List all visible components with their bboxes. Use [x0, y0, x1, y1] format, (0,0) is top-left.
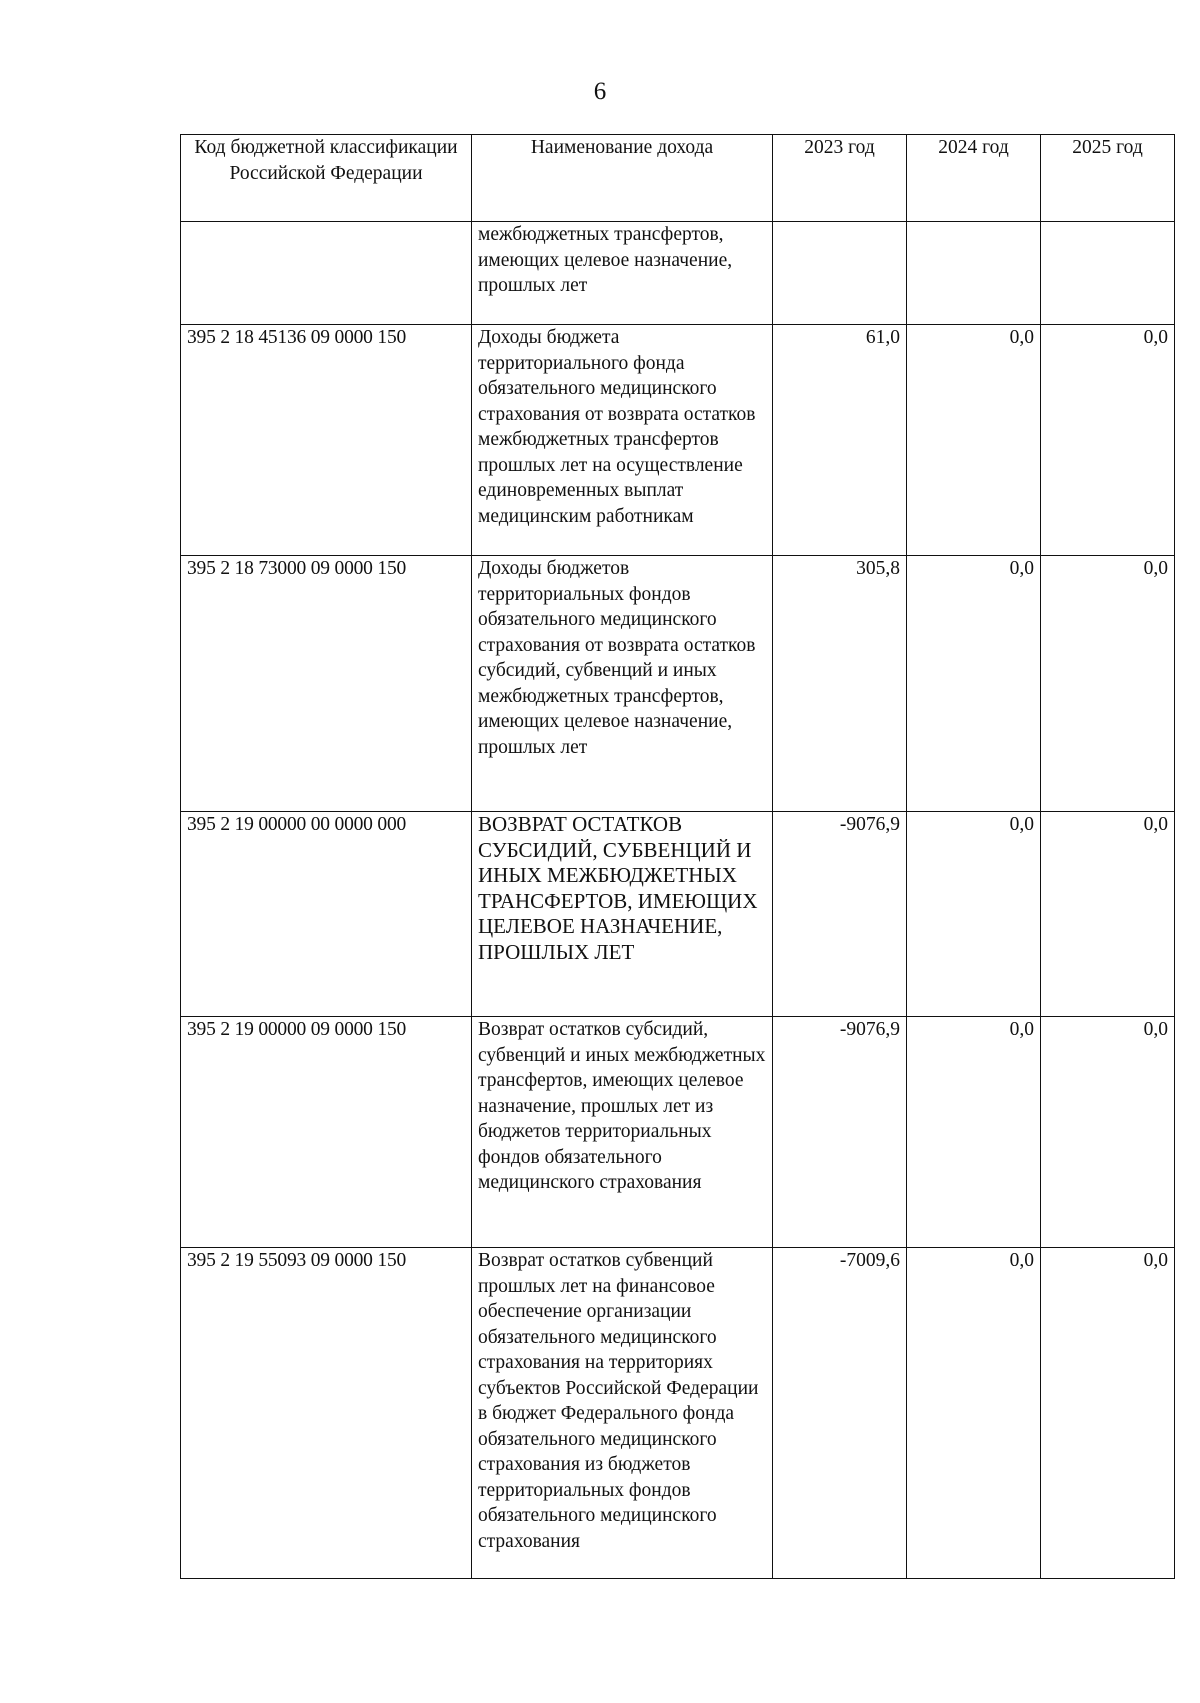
row-2023 — [773, 222, 907, 325]
table-header-row — [181, 135, 1175, 222]
row-name: Доходы бюджета территориального фонда обязательного медицинского страхования от возврата остатков межбюджетных трансфертов прошлых лет на осуществление единовременных выплат медицинским работникам — [472, 325, 773, 556]
header-2024: 2024 год — [907, 135, 1041, 222]
row-name: ВОЗВРАТ ОСТАТКОВ СУБСИДИЙ, СУБВЕНЦИЙ И ИНЫХ МЕЖБЮДЖЕТНЫХ ТРАНСФЕРТОВ, ИМЕЮЩИХ ЦЕЛЕВОЕ НАЗНАЧЕНИЕ, ПРОШЛЫХ ЛЕТ — [472, 812, 773, 1017]
table-row — [181, 556, 1175, 812]
row-code: 395 2 19 00000 00 0000 000 — [181, 812, 472, 1017]
row-code: 395 2 19 00000 09 0000 150 — [181, 1017, 472, 1248]
table-row — [181, 1248, 1175, 1579]
row-2023: 305,8 — [773, 556, 907, 812]
budget-revenue-table — [180, 134, 1175, 1579]
row-2024: 0,0 — [907, 1248, 1041, 1579]
row-code: 395 2 18 45136 09 0000 150 — [181, 325, 472, 556]
table-row — [181, 1017, 1175, 1248]
row-2025: 0,0 — [1041, 556, 1175, 812]
row-code — [181, 222, 472, 325]
row-name: межбюджетных трансфертов, имеющих целевое назначение, прошлых лет — [472, 222, 773, 325]
page-number: 6 — [593, 78, 607, 105]
row-2025: 0,0 — [1041, 1017, 1175, 1248]
row-2023: -7009,6 — [773, 1248, 907, 1579]
row-2024 — [907, 222, 1041, 325]
row-2025: 0,0 — [1041, 325, 1175, 556]
row-2025 — [1041, 222, 1175, 325]
row-2025: 0,0 — [1041, 812, 1175, 1017]
row-code: 395 2 18 73000 09 0000 150 — [181, 556, 472, 812]
header-code: Код бюджетной классификации Российской Федерации — [181, 135, 472, 222]
row-2024: 0,0 — [907, 812, 1041, 1017]
row-2024: 0,0 — [907, 1017, 1041, 1248]
table-row-continuation — [181, 222, 1175, 325]
row-2025: 0,0 — [1041, 1248, 1175, 1579]
header-2023: 2023 год — [773, 135, 907, 222]
row-2023: -9076,9 — [773, 812, 907, 1017]
table-row — [181, 812, 1175, 1017]
row-name: Возврат остатков субвенций прошлых лет на финансовое обеспечение организации обязательного медицинского страхования на территориях субъектов Российской Федерации в бюджет Федерального фонда обязательного медицинского страхования из бюджетов территориальных фондов обязательного медицинского страхования — [472, 1248, 773, 1579]
table-row — [181, 325, 1175, 556]
row-2024: 0,0 — [907, 325, 1041, 556]
row-2023: -9076,9 — [773, 1017, 907, 1248]
row-name: Возврат остатков субсидий, субвенций и иных межбюджетных трансфертов, имеющих целевое назначение, прошлых лет из бюджетов территориальных фондов обязательного медицинского страхования — [472, 1017, 773, 1248]
header-2025: 2025 год — [1041, 135, 1175, 222]
row-code: 395 2 19 55093 09 0000 150 — [181, 1248, 472, 1579]
header-name: Наименование дохода — [472, 135, 773, 222]
row-2023: 61,0 — [773, 325, 907, 556]
row-name: Доходы бюджетов территориальных фондов обязательного медицинского страхования от возврата остатков субсидий, субвенций и иных межбюджетных трансфертов, имеющих целевое назначение, прошлых лет — [472, 556, 773, 812]
row-2024: 0,0 — [907, 556, 1041, 812]
